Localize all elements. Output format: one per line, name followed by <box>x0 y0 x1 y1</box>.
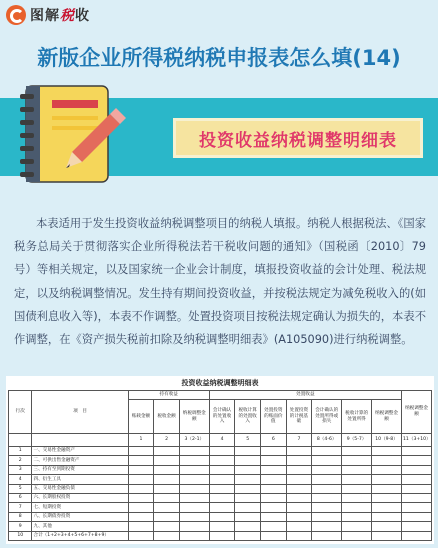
table-cell <box>312 475 342 484</box>
table-cell <box>209 503 235 512</box>
row-number: 5 <box>9 484 32 493</box>
table-cell <box>235 484 261 493</box>
banner <box>0 80 438 190</box>
table-cell <box>312 522 342 531</box>
row-label: 九、其他 <box>32 522 128 531</box>
table-cell <box>286 503 312 512</box>
table-cell <box>372 522 402 531</box>
col-num: 2 <box>154 434 180 447</box>
table-cell <box>342 512 372 521</box>
header-adjust: 纳税调整金额 <box>179 400 209 434</box>
row-label: 七、短期投资 <box>32 503 128 512</box>
table-cell <box>312 503 342 512</box>
table-cell <box>179 456 209 465</box>
table-cell <box>128 503 154 512</box>
table-cell <box>179 522 209 531</box>
table-cell <box>261 475 287 484</box>
table-cell <box>261 456 287 465</box>
table-row <box>9 465 432 474</box>
table-cell <box>235 522 261 531</box>
table-cell <box>235 465 261 474</box>
table-cell <box>342 522 372 531</box>
table-cell <box>128 531 154 540</box>
table-row <box>9 531 432 540</box>
description-paragraph: 本表适用于发生投资收益纳税调整项目的纳税人填报。纳税人根据税法、《国家税务总局关于贯彻落实企业所得税法若干税收问题的通知》（国税函〔2010〕79号）等相关规定，以及国家统一企业会计制度，填报投资收益的会计处理、税法规定，以及纳税调整情况。发生持有期间投资收益，并按税法规定为减免税收入的(如国债利息收入等)，本表不作调整。处置投资项目按税法规定确认为损失的，本表不作调整，在《资产损失税前扣除及纳税调整明细表》(A105090)进行纳税调整。 <box>14 217 426 347</box>
table-cell <box>261 465 287 474</box>
col-num: 9（5-7） <box>342 434 372 447</box>
table-row <box>9 503 432 512</box>
table-cell <box>235 531 261 540</box>
table-row <box>9 522 432 531</box>
table-cell <box>128 456 154 465</box>
col-num: 10（9-8） <box>372 434 402 447</box>
table-cell <box>128 475 154 484</box>
table-cell <box>209 447 235 456</box>
table-cell <box>261 512 287 521</box>
table-cell <box>312 531 342 540</box>
table-row <box>9 447 432 456</box>
row-number: 3 <box>9 465 32 474</box>
table-cell <box>402 484 432 493</box>
table-cell <box>128 522 154 531</box>
table-cell <box>154 465 180 474</box>
table-cell <box>179 447 209 456</box>
table-cell <box>154 456 180 465</box>
table-cell <box>235 456 261 465</box>
table-cell <box>372 531 402 540</box>
table-cell <box>286 475 312 484</box>
table-cell <box>402 531 432 540</box>
form-table <box>8 390 432 541</box>
table-cell <box>154 512 180 521</box>
col-num: 6 <box>261 434 287 447</box>
header-item: 项 目 <box>32 391 128 434</box>
row-number: 6 <box>9 493 32 502</box>
table-cell <box>209 512 235 521</box>
header-c8: 会计确认的处置所得或损失 <box>312 400 342 434</box>
logo-text: 图解税收 <box>30 8 90 24</box>
row-label: 一、交易性金融资产 <box>32 447 128 456</box>
table-cell <box>372 512 402 521</box>
table-cell <box>179 531 209 540</box>
table-cell <box>235 447 261 456</box>
table-cell <box>312 447 342 456</box>
col-num: 4 <box>209 434 235 447</box>
table-cell <box>235 493 261 502</box>
header-disposal: 处置收益 <box>209 391 401 400</box>
table-cell <box>154 493 180 502</box>
header-c11: 纳税调整金额 <box>402 391 432 434</box>
table-row <box>9 456 432 465</box>
header-row-no: 行次 <box>9 391 32 434</box>
table-cell <box>372 493 402 502</box>
table-cell <box>235 503 261 512</box>
row-number: 8 <box>9 512 32 521</box>
table-cell <box>261 447 287 456</box>
subtitle: 投资收益纳税调整明细表 <box>199 130 397 151</box>
table-cell <box>402 512 432 521</box>
table-row <box>9 475 432 484</box>
row-number: 1 <box>9 447 32 456</box>
table-cell <box>261 484 287 493</box>
table-cell <box>209 484 235 493</box>
table-cell <box>402 522 432 531</box>
table-cell <box>128 447 154 456</box>
table-cell <box>128 512 154 521</box>
table-cell <box>312 484 342 493</box>
table-cell <box>179 484 209 493</box>
table-cell <box>179 493 209 502</box>
table-row <box>9 512 432 521</box>
row-label: 八、长期债券投资 <box>32 512 128 521</box>
header-c10: 纳税调整金额 <box>372 400 402 434</box>
table-cell <box>286 512 312 521</box>
page-title: 新版企业所得税纳税申报表怎么填(14) <box>37 46 401 70</box>
table-cell <box>402 447 432 456</box>
row-label: 三、持有至到期投资 <box>32 465 128 474</box>
row-label: 五、交易性金融负债 <box>32 484 128 493</box>
table-cell <box>312 493 342 502</box>
table-row <box>9 493 432 502</box>
table-cell <box>372 447 402 456</box>
header-c9: 税收计算的处置所得 <box>342 400 372 434</box>
table-cell <box>312 465 342 474</box>
table-cell <box>128 484 154 493</box>
table-row <box>9 484 432 493</box>
table-cell <box>286 522 312 531</box>
table-cell <box>179 465 209 474</box>
table-cell <box>154 475 180 484</box>
table-cell <box>402 465 432 474</box>
table-cell <box>154 484 180 493</box>
table-cell <box>235 512 261 521</box>
table-cell <box>342 503 372 512</box>
table-cell <box>154 503 180 512</box>
col-num: 8（4-6） <box>312 434 342 447</box>
table-cell <box>402 475 432 484</box>
col-num: 5 <box>235 434 261 447</box>
table-cell <box>286 447 312 456</box>
col-num: 3（2-1） <box>179 434 209 447</box>
table-cell <box>372 475 402 484</box>
table-cell <box>154 522 180 531</box>
table-cell <box>179 512 209 521</box>
table-cell <box>312 456 342 465</box>
col-num: 11（3+10） <box>402 434 432 447</box>
header-c5: 税收计算的处置收入 <box>235 400 261 434</box>
col-num: 1 <box>128 434 154 447</box>
column-number-row <box>9 434 432 447</box>
row-label: 二、可供出售金融资产 <box>32 456 128 465</box>
table-cell <box>286 465 312 474</box>
table-cell <box>402 503 432 512</box>
header-c6: 处置投资的账面价值 <box>261 400 287 434</box>
row-number: 4 <box>9 475 32 484</box>
table-cell <box>209 531 235 540</box>
form-table-image <box>6 376 434 544</box>
table-cell <box>286 493 312 502</box>
logo-icon <box>6 5 26 25</box>
table-cell <box>312 512 342 521</box>
header-book: 账载金额 <box>128 400 154 434</box>
header-tax: 税收金额 <box>154 400 180 434</box>
table-cell <box>128 465 154 474</box>
table-cell <box>286 484 312 493</box>
row-number: 2 <box>9 456 32 465</box>
table-cell <box>286 531 312 540</box>
row-label: 合计（1+2+3+4+5+6+7+8+9） <box>32 531 128 540</box>
table-cell <box>342 456 372 465</box>
subtitle-box <box>173 118 423 158</box>
table-title: 投资收益纳税调整明细表 <box>181 379 259 387</box>
table-cell <box>402 493 432 502</box>
notebook-icon <box>12 80 130 188</box>
row-number: 10 <box>9 531 32 540</box>
table-cell <box>209 475 235 484</box>
table-body <box>9 447 432 541</box>
table-cell <box>402 456 432 465</box>
table-cell <box>209 456 235 465</box>
row-number: 9 <box>9 522 32 531</box>
table-cell <box>286 456 312 465</box>
table-cell <box>372 456 402 465</box>
table-cell <box>209 522 235 531</box>
table-cell <box>261 522 287 531</box>
table-cell <box>261 531 287 540</box>
table-cell <box>235 475 261 484</box>
row-label: 四、衍生工具 <box>32 475 128 484</box>
table-cell <box>179 475 209 484</box>
table-cell <box>209 493 235 502</box>
table-cell <box>209 465 235 474</box>
row-number: 7 <box>9 503 32 512</box>
table-cell <box>342 493 372 502</box>
table-cell <box>342 475 372 484</box>
table-cell <box>261 493 287 502</box>
table-cell <box>372 503 402 512</box>
table-cell <box>154 447 180 456</box>
table-cell <box>342 465 372 474</box>
table-cell <box>179 503 209 512</box>
header-c7: 处置投资的计税基础 <box>286 400 312 434</box>
table-cell <box>342 447 372 456</box>
table-cell <box>154 531 180 540</box>
table-cell <box>261 503 287 512</box>
header-c4: 会计确认的处置收入 <box>209 400 235 434</box>
table-cell <box>128 493 154 502</box>
logo <box>6 4 90 26</box>
table-cell <box>342 531 372 540</box>
table-cell <box>372 465 402 474</box>
row-label: 六、长期股权投资 <box>32 493 128 502</box>
table-cell <box>372 484 402 493</box>
table-cell <box>342 484 372 493</box>
header-holding: 持有收益 <box>128 391 209 400</box>
col-num: 7 <box>286 434 312 447</box>
